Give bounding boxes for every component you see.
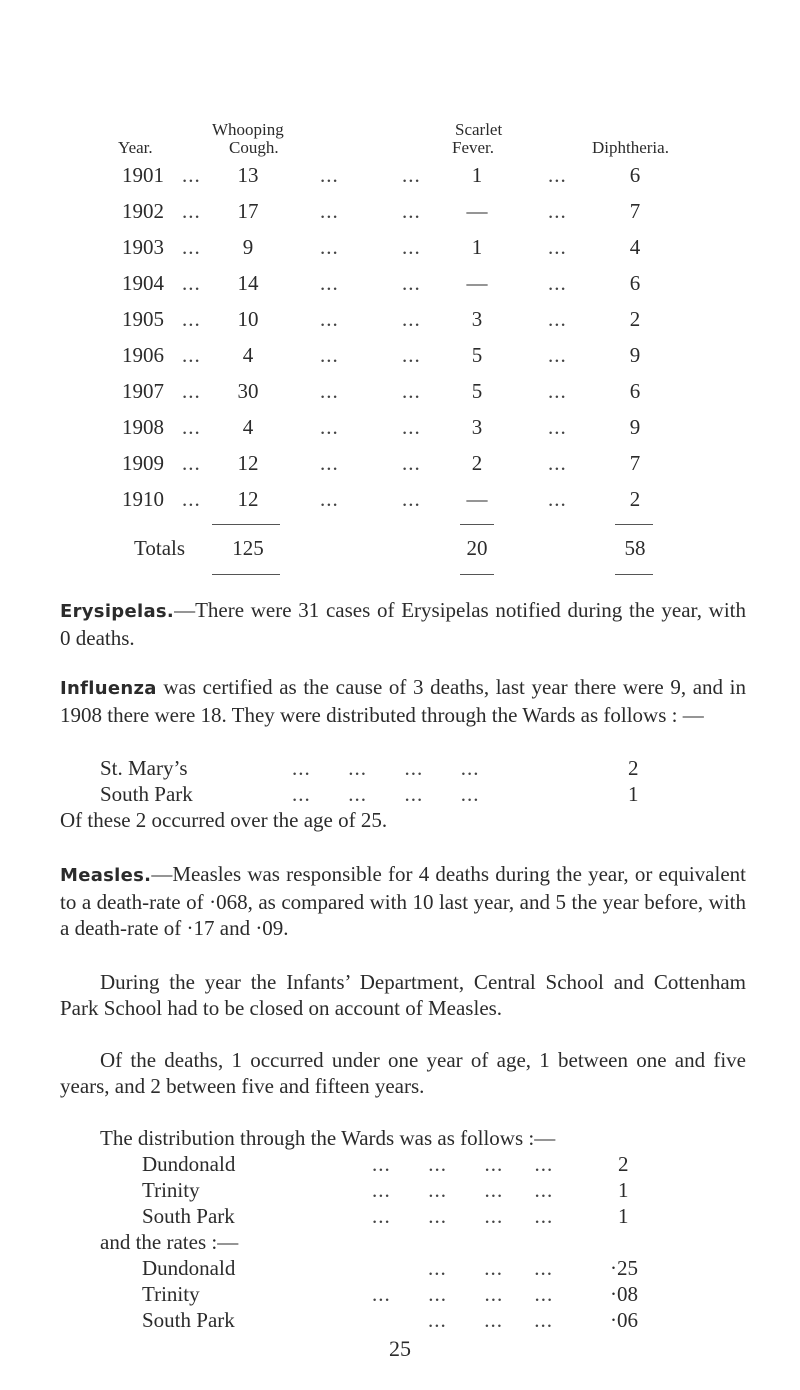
divider-rule [460,574,494,575]
cell-year: 1909 [122,451,164,475]
distribution-ward-value: 1 [618,1178,629,1202]
leader-dots: ... [548,379,567,403]
cell-whooping: 13 [237,163,259,187]
leader-dots: ... [320,451,339,475]
cell-diphtheria: 6 [629,379,641,403]
cell-year: 1910 [122,487,164,511]
cell-whooping: 4 [242,415,254,439]
divider-rule [460,524,494,525]
erysipelas-heading: Erysipelas. [60,601,175,622]
influenza-ward-name: South Park [100,782,193,806]
cell-diphtheria: 6 [629,163,641,187]
rate-ward-value: ·06 [610,1308,638,1332]
cell-whooping: 10 [237,307,259,331]
leader-dots: ... ... ... ... [372,1152,554,1176]
leader-dots: ... [182,379,201,403]
divider-rule [615,574,653,575]
leader-dots: ... [548,163,567,187]
leader-dots: ... [182,343,201,367]
leader-dots: ... ... ... ... [372,1282,554,1306]
leader-dots: ... [402,235,421,259]
header-diphtheria: Diphtheria. [592,138,669,157]
leader-dots: ... [320,415,339,439]
cell-year: 1901 [122,163,164,187]
leader-dots: ... [320,343,339,367]
cell-year: 1908 [122,415,164,439]
divider-rule [212,574,280,575]
cell-year: 1907 [122,379,164,403]
leader-dots: ... [548,307,567,331]
table-row [0,415,800,445]
leader-dots: ... [548,451,567,475]
cell-scarlet: 1 [471,235,483,259]
cell-scarlet: 1 [471,163,483,187]
measles-paragraph [60,861,746,941]
header-scarlet-line2: Fever. [452,138,495,157]
totals-scarlet: 20 [466,536,488,560]
leader-dots: ... ... ... ... [292,782,480,806]
header-scarlet-line1: Scarlet [455,120,503,139]
table-row [0,163,800,193]
cell-scarlet: 5 [471,379,483,403]
table-row [0,235,800,265]
cell-whooping: 9 [242,235,254,259]
cell-year: 1904 [122,271,164,295]
cell-whooping: 30 [237,379,259,403]
cell-year: 1905 [122,307,164,331]
influenza-ward-value: 1 [628,782,639,806]
leader-dots: ... [402,199,421,223]
leader-dots: ... [548,199,567,223]
cell-whooping: 12 [237,451,259,475]
leader-dots: ... [320,307,339,331]
leader-dots: ... ... ... ... [372,1204,554,1228]
leader-dots: ... ... ... [428,1256,553,1280]
leader-dots: ... [182,199,201,223]
table-row [0,343,800,373]
cell-scarlet: — [466,487,488,511]
cell-scarlet: 3 [471,307,483,331]
cell-diphtheria: 4 [629,235,641,259]
leader-dots: ... [402,163,421,187]
table-row [0,199,800,229]
measles-text: —Measles was responsible for 4 deaths during the year, or equivalent to a death-rate of ·068, as compared with 10 last year, and 5 the year before, with a death-rate of ·17 and ·09. [60,862,746,940]
leader-dots: ... [320,271,339,295]
leader-dots: ... [548,415,567,439]
leader-dots: ... [182,415,201,439]
rate-ward-name: Trinity [142,1282,200,1306]
table-row [0,451,800,481]
influenza-paragraph [60,674,746,728]
leader-dots: ... [182,271,201,295]
cell-whooping: 4 [242,343,254,367]
influenza-note: Of these 2 occurred over the age of 25. [60,808,388,832]
divider-rule [212,524,280,525]
leader-dots: ... [548,487,567,511]
influenza-ward-name: St. Mary’s [100,756,188,780]
leader-dots: ... [402,415,421,439]
leader-dots: ... [320,487,339,511]
measles-closures-paragraph: During the year the Infants’ Department, Central School and Cottenham Park School had to be closed on account of Measles. [60,970,746,1020]
cell-whooping: 14 [237,271,259,295]
leader-dots: ... [402,307,421,331]
cell-diphtheria: 6 [629,271,641,295]
cell-whooping: 17 [237,199,259,223]
table-row [0,307,800,337]
totals-label: Totals [134,536,186,560]
distribution-ward-name: Dundonald [142,1152,236,1176]
leader-dots: ... ... ... ... [292,756,480,780]
influenza-heading: Influenza [60,678,157,699]
distribution-ward-value: 2 [618,1152,629,1176]
cell-scarlet: — [466,199,488,223]
rate-ward-name: Dundonald [142,1256,236,1280]
distribution-ward-name: South Park [142,1204,235,1228]
rates-intro: and the rates :— [100,1230,239,1254]
leader-dots: ... [548,271,567,295]
header-year: Year. [118,138,153,157]
rate-ward-value: ·08 [610,1282,638,1306]
cell-diphtheria: 2 [629,307,641,331]
cell-year: 1906 [122,343,164,367]
cell-year: 1903 [122,235,164,259]
leader-dots: ... [402,379,421,403]
rate-ward-name: South Park [142,1308,235,1332]
cell-scarlet: 2 [471,451,483,475]
cell-year: 1902 [122,199,164,223]
leader-dots: ... [182,235,201,259]
leader-dots: ... [320,235,339,259]
cell-whooping: 12 [237,487,259,511]
page-number: 25 [389,1336,411,1361]
distribution-ward-name: Trinity [142,1178,200,1202]
table-row [0,271,800,301]
cell-scarlet: 3 [471,415,483,439]
measles-heading: Measles. [60,865,152,886]
influenza-text: was certified as the cause of 3 deaths, last year there were 9, and in 1908 there were 18. They were distributed through the Wards as follows : — [60,675,746,727]
cell-diphtheria: 7 [629,451,641,475]
influenza-ward-value: 2 [628,756,639,780]
leader-dots: ... [548,235,567,259]
erysipelas-text: —There were 31 cases of Erysipelas notified during the year, with 0 deaths. [60,598,746,650]
leader-dots: ... [320,163,339,187]
distribution-intro: The distribution through the Wards was as follows :— [100,1126,556,1150]
leader-dots: ... [320,379,339,403]
cell-diphtheria: 7 [629,199,641,223]
cell-diphtheria: 9 [629,415,641,439]
leader-dots: ... [402,451,421,475]
header-whooping-line2: Cough. [229,138,279,157]
leader-dots: ... [548,343,567,367]
table-row [0,379,800,409]
leader-dots: ... [182,307,201,331]
divider-rule [615,524,653,525]
leader-dots: ... ... ... [428,1308,553,1332]
leader-dots: ... [182,163,201,187]
totals-whooping: 125 [232,536,264,560]
leader-dots: ... [402,487,421,511]
leader-dots: ... [182,451,201,475]
distribution-ward-value: 1 [618,1204,629,1228]
leader-dots: ... [320,199,339,223]
totals-diphtheria: 58 [624,536,646,560]
rate-ward-value: ·25 [610,1256,638,1280]
leader-dots: ... [402,343,421,367]
cell-diphtheria: 9 [629,343,641,367]
leader-dots: ... ... ... ... [372,1178,554,1202]
measles-deaths-paragraph: Of the deaths, 1 occurred under one year of age, 1 between one and five years, and 2 between five and fifteen years. [60,1048,746,1098]
header-whooping-line1: Whooping [212,120,284,139]
cell-scarlet: 5 [471,343,483,367]
table-row [0,487,800,517]
totals-row [0,536,800,566]
leader-dots: ... [402,271,421,295]
cell-scarlet: — [466,271,488,295]
cell-diphtheria: 2 [629,487,641,511]
erysipelas-paragraph [60,597,746,651]
leader-dots: ... [182,487,201,511]
